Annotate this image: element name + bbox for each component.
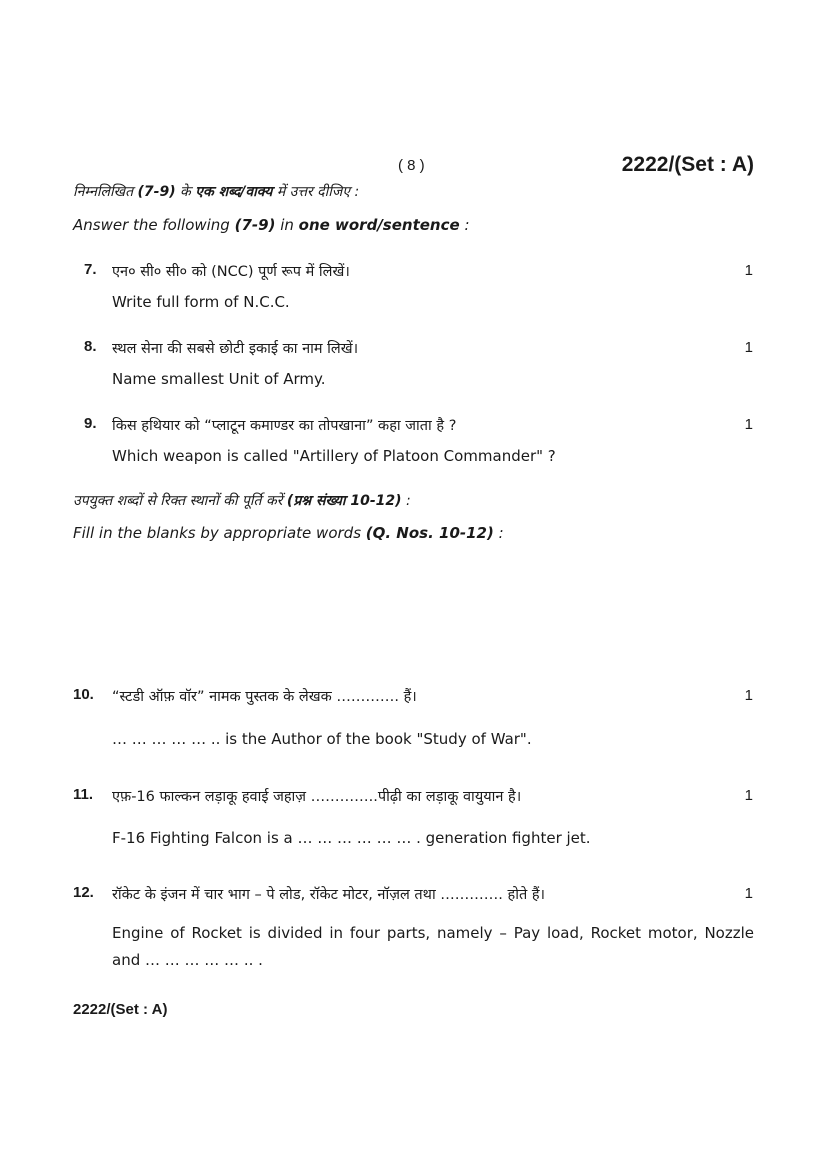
question-9-english: Which weapon is called "Artillery of Platoon Commander" ? xyxy=(112,447,556,465)
section1-hi-range: (7-9) xyxy=(137,184,176,200)
section2-en-post: : xyxy=(493,524,504,542)
header-set-code: 2222/(Set : A) xyxy=(621,153,754,176)
section2-instruction-hindi xyxy=(73,491,411,510)
section1-instruction-english xyxy=(73,216,470,234)
question-8-marks: 1 xyxy=(744,339,753,356)
question-10-number: 10. xyxy=(73,686,94,703)
section1-en-range: (7-9) xyxy=(234,216,276,234)
question-8-english: Name smallest Unit of Army. xyxy=(112,370,326,388)
question-9-number: 9. xyxy=(84,415,97,432)
question-10-marks: 1 xyxy=(744,687,753,704)
section2-hi-post: : xyxy=(401,493,411,509)
section1-hi-bold: एक शब्द/वाक्य xyxy=(195,184,273,200)
question-12-number: 12. xyxy=(73,884,94,901)
section2-en-pre: Fill in the blanks by appropriate words xyxy=(73,524,366,542)
question-11-english: F-16 Fighting Falcon is a … … … … … … . generation fighter jet. xyxy=(112,829,591,847)
section2-instruction-english xyxy=(73,524,504,542)
section2-hi-pre: उपयुक्त शब्दों से रिक्त स्थानों की पूर्ति करें xyxy=(73,493,287,509)
section2-en-bold: (Q. Nos. 10-12) xyxy=(365,524,494,542)
section1-hi-pre: निम्नलिखित xyxy=(73,184,138,200)
question-7-number: 7. xyxy=(84,261,97,278)
footer-set-code: 2222/(Set : A) xyxy=(73,1001,168,1018)
question-9-marks: 1 xyxy=(744,416,753,433)
section1-hi-post: में उत्तर दीजिए : xyxy=(272,184,360,200)
question-11-number: 11. xyxy=(73,786,94,803)
section2-hi-bold: (प्रश्न संख्या 10-12) xyxy=(286,493,402,509)
question-12-hindi: रॉकेट के इंजन में चार भाग – पे लोड, रॉकेट मोटर, नॉज़ल तथा …………. होते हैं। xyxy=(112,887,546,903)
section1-en-post: : xyxy=(459,216,470,234)
question-7-english: Write full form of N.C.C. xyxy=(112,293,290,311)
section1-hi-mid: के xyxy=(175,184,196,200)
question-10-hindi: “स्टडी ऑफ़ वॉर” नामक पुस्तक के लेखक …………. हैं। xyxy=(112,689,417,705)
question-12-marks: 1 xyxy=(744,885,753,902)
question-11-marks: 1 xyxy=(744,787,753,804)
question-12-english: Engine of Rocket is divided in four parts, namely – Pay load, Rocket motor, Nozzle and … … … … … .. . xyxy=(112,924,754,969)
section1-en-bold: one word/sentence xyxy=(298,216,460,234)
section1-en-pre: Answer the following xyxy=(73,216,235,234)
question-11-hindi: एफ़-16 फाल्कन लड़ाकू हवाई जहाज़ …………..पीढ़ी का लड़ाकू वायुयान है। xyxy=(112,789,522,805)
question-10-english: … … … … … .. is the Author of the book "Study of War". xyxy=(112,730,532,748)
section1-instruction-hindi xyxy=(73,182,359,201)
question-8-hindi: स्थल सेना की सबसे छोटी इकाई का नाम लिखें। xyxy=(112,341,359,357)
page-number: ( 8 ) xyxy=(398,157,425,174)
question-8-number: 8. xyxy=(84,338,97,355)
question-7-hindi: एन० सी० सी० को (NCC) पूर्ण रूप में लिखें। xyxy=(112,264,350,280)
question-9-hindi: किस हथियार को “प्लाटून कमाण्डर का तोपखाना” कहा जाता है ? xyxy=(112,418,457,434)
question-7-marks: 1 xyxy=(744,262,753,279)
section1-en-mid: in xyxy=(275,216,299,234)
